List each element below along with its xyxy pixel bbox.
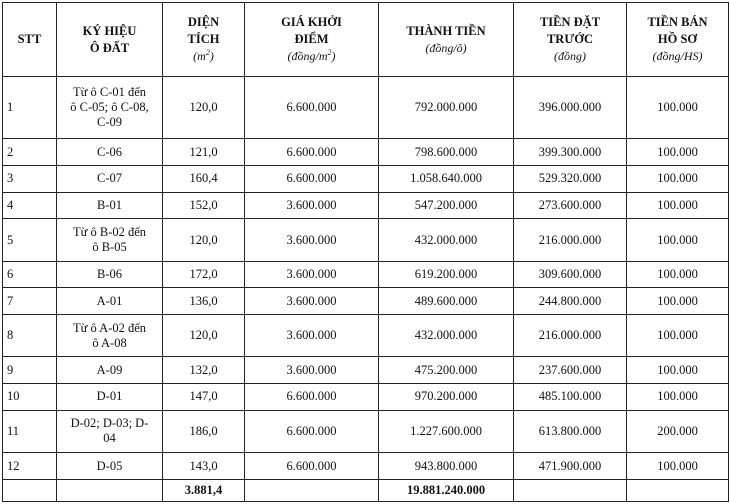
cell-lot-code (57, 384, 163, 411)
cell-deposit: 244.800.000 (514, 288, 627, 315)
header-amount-unit: (đồng/ô) (425, 40, 467, 55)
cell-deposit: 216.000.000 (514, 219, 627, 261)
cell-price: 3.600.000 (245, 192, 379, 219)
totals-fee (627, 480, 729, 502)
cell-deposit: 399.300.000 (514, 139, 627, 166)
cell-deposit: 529.320.000 (514, 166, 627, 193)
cell-lot-code (57, 288, 163, 315)
cell-deposit: 309.600.000 (514, 261, 627, 288)
cell-fee: 200.000 (627, 410, 729, 452)
cell-lot-code (57, 139, 163, 166)
table-row (3, 384, 729, 411)
header-fee: TIỀN BÁN HỒ SƠ (đồng/HS) (627, 3, 729, 77)
cell-amount: 943.800.000 (379, 453, 514, 480)
cell-area: 172,0 (163, 261, 245, 288)
cell-fee: 100.000 (627, 453, 729, 480)
header-row (3, 3, 729, 77)
cell-stt: 4 (3, 192, 57, 219)
cell-lot-code (57, 357, 163, 384)
cell-amount: 547.200.000 (379, 192, 514, 219)
cell-stt: 9 (3, 357, 57, 384)
header-fee-unit: (đồng/HS) (652, 49, 703, 63)
cell-stt: 5 (3, 219, 57, 261)
cell-price: 3.600.000 (245, 288, 379, 315)
cell-stt: 12 (3, 453, 57, 480)
cell-deposit: 237.600.000 (514, 357, 627, 384)
cell-lot-code (57, 261, 163, 288)
lot-code-line: C-09 (97, 115, 122, 130)
lot-code-line: B-06 (97, 267, 122, 282)
cell-deposit: 216.000.000 (514, 315, 627, 357)
table-row (3, 219, 729, 261)
cell-stt: 7 (3, 288, 57, 315)
table-row (3, 315, 729, 357)
lot-code-line: ô A-08 (92, 335, 127, 350)
totals-code (57, 480, 163, 502)
table-row (3, 453, 729, 480)
cell-lot-code (57, 77, 163, 139)
cell-fee: 100.000 (627, 192, 729, 219)
cell-fee: 100.000 (627, 77, 729, 139)
cell-amount: 432.000.000 (379, 315, 514, 357)
cell-area: 120,0 (163, 315, 245, 357)
cell-amount: 1.058.640.000 (379, 166, 514, 193)
lot-code-line: D-05 (96, 458, 123, 473)
cell-price: 3.600.000 (245, 315, 379, 357)
table-row (3, 288, 729, 315)
cell-amount: 475.200.000 (379, 357, 514, 384)
cell-area: 147,0 (163, 384, 245, 411)
table-row (3, 357, 729, 384)
cell-price: 6.600.000 (245, 410, 379, 452)
cell-stt: 3 (3, 166, 57, 193)
cell-stt: 10 (3, 384, 57, 411)
cell-fee: 100.000 (627, 261, 729, 288)
cell-amount: 432.000.000 (379, 219, 514, 261)
lot-code-line: Từ ô C-01 đến (72, 85, 147, 100)
cell-fee: 100.000 (627, 384, 729, 411)
lot-code-line: A-01 (96, 293, 123, 308)
cell-amount: 489.600.000 (379, 288, 514, 315)
table-row (3, 166, 729, 193)
header-area-unit: $(m^2)$ (193, 48, 214, 63)
cell-stt: 11 (3, 410, 57, 452)
cell-lot-code (57, 410, 163, 452)
cell-price: 6.600.000 (245, 453, 379, 480)
header-code: KÝ HIỆU Ô ĐẤT (57, 3, 163, 77)
cell-fee: 100.000 (627, 139, 729, 166)
cell-area: 186,0 (163, 410, 245, 452)
totals-amount: 19.881.240.000 (379, 480, 514, 502)
totals-row (3, 480, 729, 502)
cell-amount: 970.200.000 (379, 384, 514, 411)
cell-deposit: 471.900.000 (514, 453, 627, 480)
cell-amount: 619.200.000 (379, 261, 514, 288)
header-amount: THÀNH TIỀN (đồng/ô) (379, 3, 514, 77)
cell-area: 120,0 (163, 77, 245, 139)
header-stt: STT (3, 3, 57, 77)
cell-price: 3.600.000 (245, 219, 379, 261)
cell-area: 120,0 (163, 219, 245, 261)
lot-code-line: D-02; D-03; D- (70, 416, 149, 431)
cell-deposit: 273.600.000 (514, 192, 627, 219)
cell-fee: 100.000 (627, 315, 729, 357)
cell-price: 6.600.000 (245, 139, 379, 166)
cell-area: 132,0 (163, 357, 245, 384)
cell-fee: 100.000 (627, 357, 729, 384)
cell-area: 143,0 (163, 453, 245, 480)
cell-lot-code (57, 315, 163, 357)
cell-area: 121,0 (163, 139, 245, 166)
header-area: DIỆN TÍCH $(m^2)$ (163, 3, 245, 77)
table-row (3, 139, 729, 166)
cell-stt: 8 (3, 315, 57, 357)
cell-stt: 1 (3, 77, 57, 139)
cell-deposit: 396.000.000 (514, 77, 627, 139)
lot-code-line: C-07 (97, 171, 122, 186)
cell-area: 160,4 (163, 166, 245, 193)
cell-area: 136,0 (163, 288, 245, 315)
cell-deposit: 485.100.000 (514, 384, 627, 411)
header-price: GIÁ KHỞI ĐIỂM $(đồng/m^2)$ (245, 3, 379, 77)
cell-deposit: 613.800.000 (514, 410, 627, 452)
totals-deposit (514, 480, 627, 502)
totals-area: 3.881,4 (163, 480, 245, 502)
totals-stt (3, 480, 57, 502)
cell-area: 152,0 (163, 192, 245, 219)
lot-code-line: Từ ô B-02 đến (72, 225, 147, 240)
cell-fee: 100.000 (627, 166, 729, 193)
cell-price: 6.600.000 (245, 384, 379, 411)
cell-lot-code (57, 453, 163, 480)
cell-price: 6.600.000 (245, 166, 379, 193)
table-row (3, 77, 729, 139)
lot-code-line: ô B-05 (92, 240, 127, 255)
cell-lot-code (57, 192, 163, 219)
header-price-unit: $(đồng/m^2)$ (287, 48, 336, 63)
header-deposit-unit: (đồng) (554, 49, 586, 63)
cell-stt: 2 (3, 139, 57, 166)
table-row (3, 410, 729, 452)
cell-lot-code (57, 166, 163, 193)
cell-amount: 1.227.600.000 (379, 410, 514, 452)
lot-code-line: 04 (103, 431, 116, 446)
cell-fee: 100.000 (627, 219, 729, 261)
cell-fee: 100.000 (627, 288, 729, 315)
lot-code-line: D-01 (96, 389, 123, 404)
land-lot-table (2, 2, 729, 502)
lot-code-line: ô C-05; ô C-08, (70, 100, 149, 115)
cell-stt: 6 (3, 261, 57, 288)
cell-price: 3.600.000 (245, 261, 379, 288)
table-row (3, 192, 729, 219)
lot-code-line: C-06 (97, 144, 122, 159)
lot-code-line: A-09 (96, 362, 123, 377)
cell-lot-code (57, 219, 163, 261)
cell-amount: 798.600.000 (379, 139, 514, 166)
table-row (3, 261, 729, 288)
lot-code-line: B-01 (97, 198, 122, 213)
cell-amount: 792.000.000 (379, 77, 514, 139)
cell-price: 3.600.000 (245, 357, 379, 384)
header-deposit: TIỀN ĐẶT TRƯỚC (đồng) (514, 3, 627, 77)
totals-price (245, 480, 379, 502)
cell-price: 6.600.000 (245, 77, 379, 139)
lot-code-line: Từ ô A-02 đến (72, 320, 147, 335)
